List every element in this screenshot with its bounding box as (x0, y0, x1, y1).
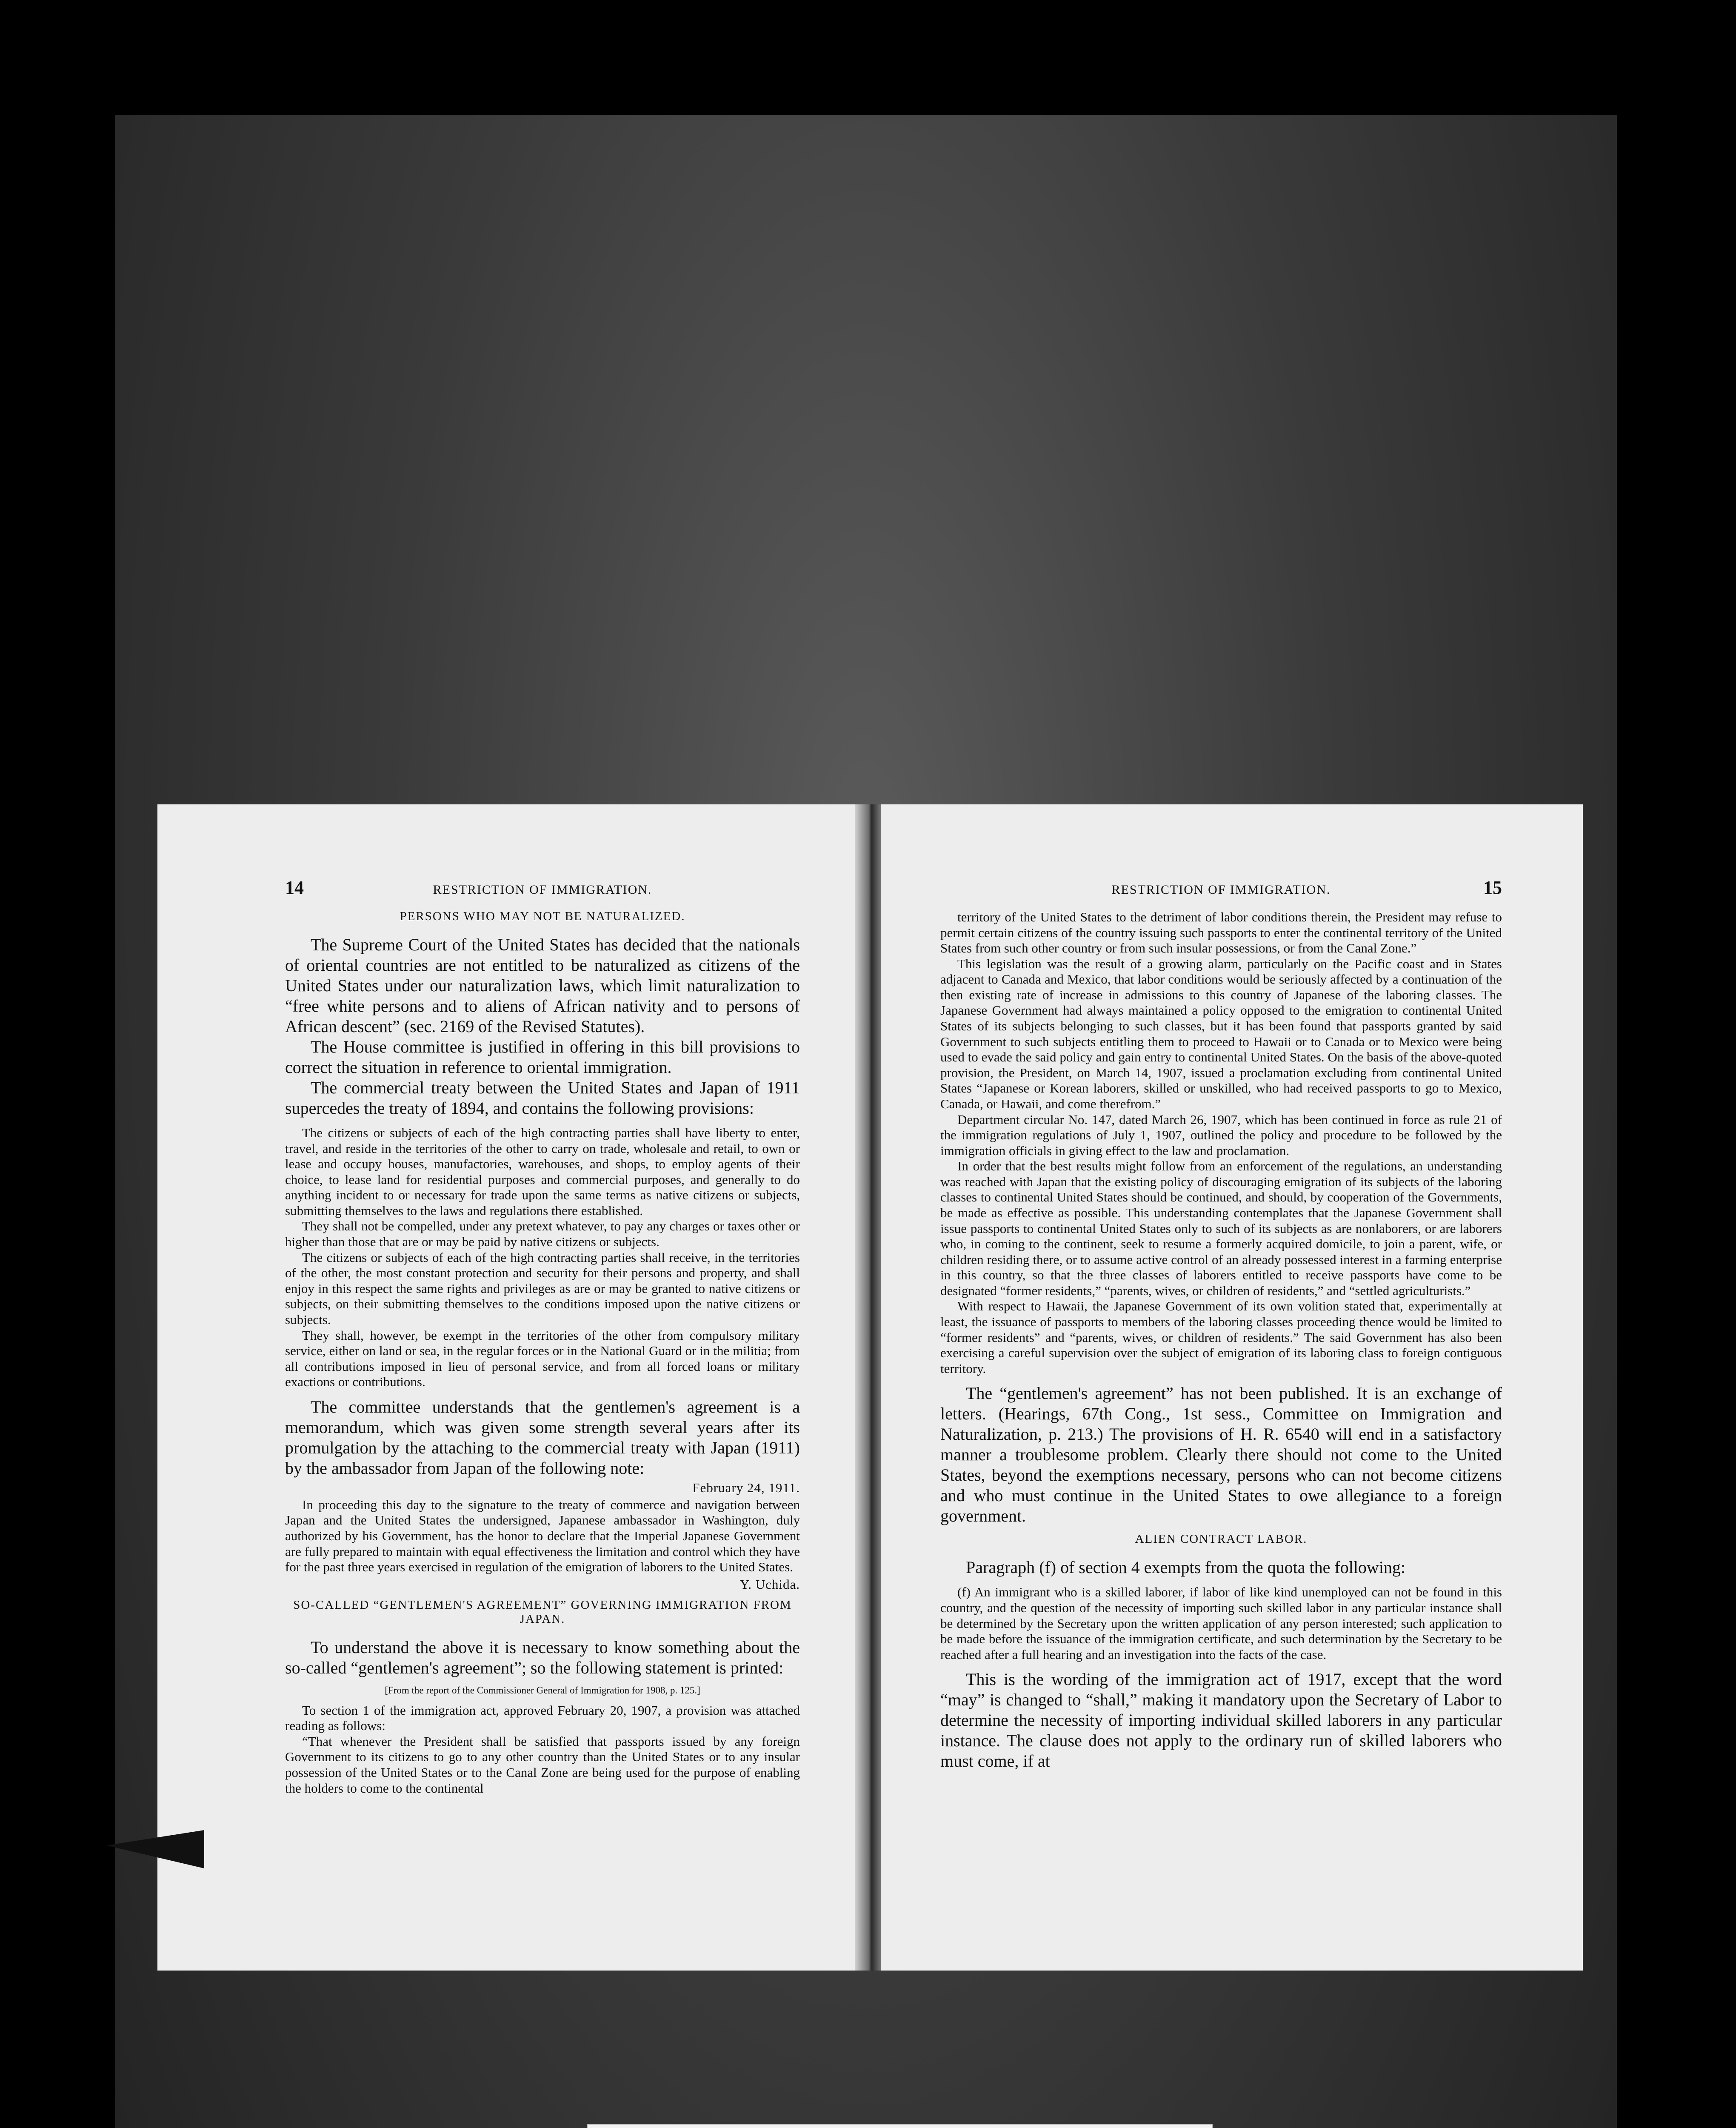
paragraph: The committee understands that the gentlemen's agreement is a memorandum, which was given some strength several years after its promulgation by the attaching to the commercial treaty with Japan (1911) by the ambassador from Japan of the following note: (285, 1397, 800, 1478)
paragraph: The “gentlemen's agreement” has not been published. It is an exchange of letters. (Hearings, 67th Cong., 1st sess., Committee on Immigration and Naturalization, p. 213.) The provisions of H. R. 6540 will end in a satisfactory manner a troublesome problem. Clearly there should not come to the United States, beyond the exemptions necessary, persons who can not become citizens and who must continue in the United States to owe allegiance to a foreign government. (940, 1384, 1502, 1526)
section-title: ALIEN CONTRACT LABOR. (1135, 1532, 1308, 1546)
quoted-paragraph: The citizens or subjects of each of the high contracting parties shall have liberty to enter, travel, and reside in the territories of the other to carry on trade, wholesale and retail, to own or lease and occupy houses, manufactories, warehouses, and shops, to employ agents of their choice, to lease land for residential purposes and commercial purposes, and generally to do anything incident to or necessary for trade upon the same terms as native citizens or subjects, submitting themselves to the laws and regulations there established. (285, 1125, 800, 1218)
paragraph: The House committee is justified in offering in this bill provisions to correct the situation in reference to oriental immigration. (285, 1037, 800, 1077)
quoted-paragraph: They shall not be compelled, under any pretext whatever, to pay any charges or taxes other or higher than those that are or may be paid by native citizens or subjects. (285, 1218, 800, 1250)
running-head-title: RESTRICTION OF IMMIGRATION. (433, 883, 652, 897)
right-running-head (940, 877, 1502, 898)
quoted-paragraph: In proceeding this day to the signature to the treaty of commerce and navigation between Japan and the United States the undersigned, Japanese ambassador in Washington, duly authorized by his Government, has the honor to declare that the Imperial Japanese Government are fully prepared to maintain with equal effectiveness the limitation and control which they have for the past three years exercised in regulation of the emigration of laborers to the United States. (285, 1497, 800, 1575)
paragraph: The Supreme Court of the United States has decided that the nationals of oriental countries are not entitled to be naturalized as citizens of the United States under our naturalization laws, which limit naturalization to “free white persons and to aliens of African nativity and to persons of African descent” (sec. 2169 of the Revised Statutes). (285, 935, 800, 1036)
paragraph: This is the wording of the immigration act of 1917, except that the word “may” is changed to “shall,” making it mandatory upon the Secretary of Labor to determine the necessity of importing individual skilled laborers in any particular instance. The clause does not apply to the ordinary run of skilled laborers who must come, if at (940, 1670, 1502, 1771)
open-book (157, 804, 1583, 1971)
running-head-title: RESTRICTION OF IMMIGRATION. (1111, 883, 1331, 897)
quoted-paragraph: The citizens or subjects of each of the high contracting parties shall receive, in the territories of the other, the most constant protection and security for their persons and property, and shall enjoy in this respect the same rights and privileges as are or may be granted to native citizens or subjects, on their submitting themselves to the conditions imposed upon the native citizens or subjects. (285, 1250, 800, 1327)
left-running-head (285, 877, 800, 898)
section-title: PERSONS WHO MAY NOT BE NATURALIZED. (400, 910, 685, 923)
quoted-paragraph: territory of the United States to the detriment of labor conditions therein, the President may refuse to permit certain citizens of the country issuing such passports to enter the continental territory of the United States from such other country or from such insular possessions, or from the Canal Zone.” (940, 910, 1502, 956)
paragraph: The commercial treaty between the United States and Japan of 1911 supercedes the treaty of 1894, and contains the following provisions: (285, 1078, 800, 1118)
quoted-paragraph: They shall, however, be exempt in the territories of the other from compulsory military service, either on land or sea, in the regular forces or in the National Guard or in the militia; from all contributions imposed in lieu of personal service, and from all forced loans or military exactions or contributions. (285, 1327, 800, 1390)
quoted-paragraph: In order that the best results might follow from an enforcement of the regulations, an understanding was reached with Japan that the existing policy of discouraging emigration of its subjects of the laboring classes to continental United States should be continued, and should, by cooperation of the Governments, be made as effective as possible. This understanding contemplates that the Japanese Government shall issue passports to continental United States only to such of its subjects as are nonlaborers, or are laborers who, in coming to the continent, seek to resume a formerly acquired domicile, to join a parent, wife, or children residing there, or to assume active control of an already possessed interest in a farming enterprise in this country, so that the three classes of laborers entitled to receive passports have come to be designated “former residents,” “parents, wives, or children of residents,” and “settled agriculturists.” (940, 1158, 1502, 1298)
signature: Y. Uchida. (740, 1576, 800, 1592)
paragraph: To understand the above it is necessary to know something about the so-called “gentlemen's agreement”; so the following statement is printed: (285, 1637, 800, 1677)
page-number: 15 (1483, 877, 1502, 898)
quoted-paragraph: Department circular No. 147, dated March 26, 1907, which has been continued in force as rule 21 of the immigration regulations of July 1, 1907, outlined the policy and procedure to be followed by the immigration officials in giving effect to the law and proclamation. (940, 1112, 1502, 1158)
quoted-paragraph: This legislation was the result of a growing alarm, particularly on the Pacific coast and in States adjacent to Canada and Mexico, that labor conditions would be seriously affected by a continuation of the then existing rate of increase in admissions to this country of Japanese of the laboring classes. The Japanese Government had always maintained a policy opposed to the emigration to continental United States of its subjects belonging to such classes, but it has been found that passports granted by said Government to such subjects entitling them to proceed to Hawaii or to Canada or to Mexico were being used to evade the said policy and gain entry to continental United States. On the basis of the above-quoted provision, the President, on March 14, 1907, issued a proclamation excluding from continental United States “Japanese or Korean laborers, skilled or unskilled, who had received passports to go to Mexico, Canada, or Hawaii, and come therefrom.” (940, 956, 1502, 1111)
page-number: 14 (285, 877, 304, 898)
paragraph: Paragraph (f) of section 4 exempts from the quota the following: (966, 1558, 1406, 1577)
quoted-paragraph: With respect to Hawaii, the Japanese Government of its own volition stated that, experimentally at least, the issuance of passports to members of the laboring classes proceeding thence would be limited to “former residents” and “parents, wives, or children of residents.” The said Government has also been exercising a careful supervision over the subject of emigration of its laboring class to foreign contiguous territory. (940, 1299, 1502, 1376)
right-page (881, 804, 1583, 1971)
left-page (157, 804, 859, 1971)
quoted-paragraph: To section 1 of the immigration act, approved February 20, 1907, a provision was attached reading as follows: (285, 1702, 800, 1733)
quoted-paragraph: (f) An immigrant who is a skilled laborer, if labor of like kind unemployed can not be found in this country, and the question of the necessity of importing such skilled labor in any particular instance shall be determined by the Secretary upon the written application of any person interested; such application to be made before the issuance of the immigration certificate, and such determination by the Secretary to be reached after a full hearing and an investigation into the facts of the case. (940, 1585, 1502, 1662)
source-note: [From the report of the Commissioner General of Immigration for 1908, p. 125.] (385, 1685, 700, 1696)
section-title: SO-CALLED “GENTLEMEN'S AGREEMENT” GOVERNING IMMIGRATION FROM JAPAN. (293, 1598, 792, 1626)
note-date: February 24, 1911. (692, 1480, 800, 1495)
archive-reference-label (587, 2124, 1213, 2128)
quoted-paragraph: “That whenever the President shall be satisfied that passports issued by any foreign Government to its citizens to go to any other country than the United States or to any insular possession of the United States or to the Canal Zone are being used for the purpose of enabling the holders to come to the continental (285, 1733, 800, 1796)
